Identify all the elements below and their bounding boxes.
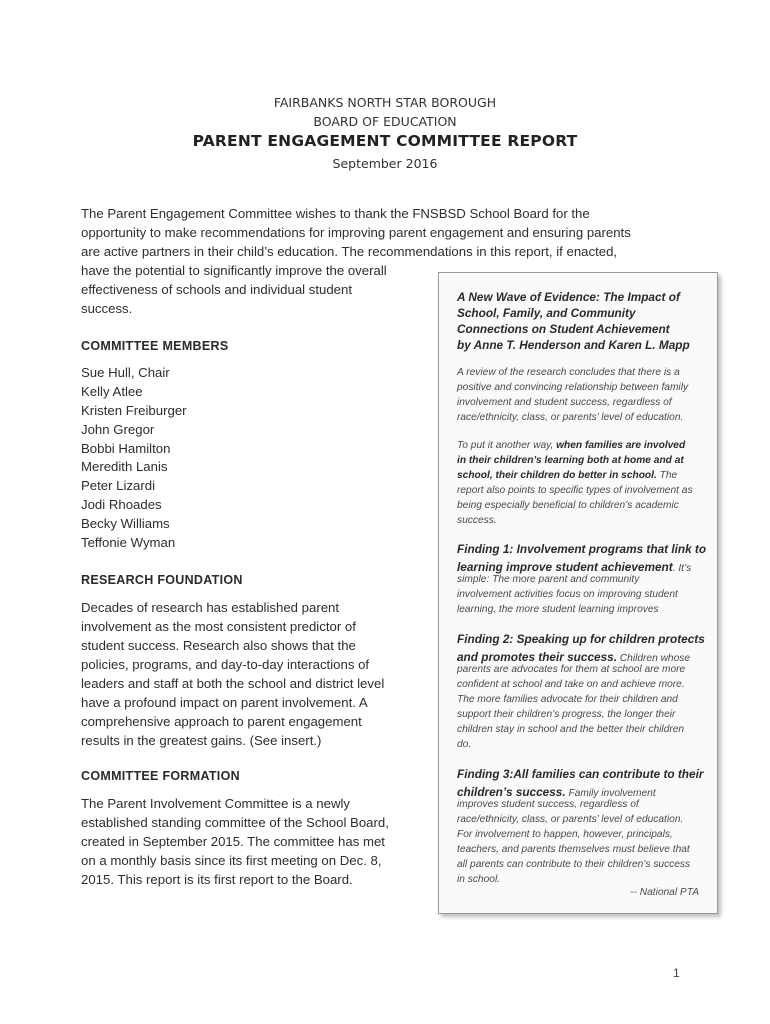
- research-line: have a profound impact on parent involvement. A: [81, 695, 368, 710]
- finding3-line: all parents can contribute to their children’s success: [457, 859, 691, 870]
- intro-line: have the potential to significantly improve the overall: [81, 263, 387, 278]
- insert-title-line: School, Family, and Community: [457, 306, 636, 320]
- finding3-line: For involvement to happen, however, principals,: [457, 829, 673, 840]
- org-name: FAIRBANKS NORTH STAR BOROUGH: [273, 95, 497, 110]
- research-line: involvement as the most consistent predictor of: [81, 619, 356, 634]
- finding2-line: confident at school and take on and achieve more.: [457, 679, 685, 690]
- put-it-line: in their children’s learning both at home and at: [457, 455, 684, 466]
- finding3-line: in school.: [457, 874, 501, 885]
- formation-line: 2015. This report is its first report to the Board.: [81, 872, 353, 887]
- finding3-plain: Family involvement: [565, 788, 656, 799]
- finding3-line: race/ethnicity, class, or parents’ level of education.: [457, 814, 684, 825]
- committee-members-heading: COMMITTEE MEMBERS: [81, 339, 229, 353]
- finding2-line: support their children’s progress, the longer their: [457, 709, 676, 720]
- finding3-heading: Finding 3:All families can contribute to their: [457, 767, 704, 781]
- finding1-heading: Finding 1: Involvement programs that link to: [457, 542, 707, 556]
- research-line: student success. Research also shows that the: [81, 638, 356, 653]
- formation-line: on a monthly basis since its first meeting on Dec. 8,: [81, 853, 382, 868]
- put-it-bold: when families are involved: [556, 440, 686, 451]
- member-name: John Gregor: [81, 422, 155, 437]
- formation-line: created in September 2015. The committee has met: [81, 834, 385, 849]
- finding1-line: simple: The more parent and community: [457, 574, 640, 585]
- insert-title-line: Connections on Student Achievement: [457, 322, 670, 336]
- member-name: Teffonie Wyman: [81, 535, 176, 550]
- put-it-line: report also points to specific types of involvement as: [457, 485, 693, 496]
- member-name: Becky Williams: [81, 516, 170, 531]
- research-line: results in the greatest gains. (See insert.): [81, 733, 322, 748]
- put-it-line: [457, 470, 677, 481]
- finding3-line: teachers, and parents themselves must believe that: [457, 844, 690, 855]
- finding3-line: improves student success, regardless of: [457, 799, 639, 810]
- member-name: Meredith Lanis: [81, 459, 168, 474]
- finding2-line: parents are advocates for them at school are more: [457, 664, 686, 675]
- review-line: A review of the research concludes that there is a: [457, 367, 680, 378]
- member-name: Jodi Rhoades: [81, 497, 162, 512]
- finding2-line: children stay in school and the better their children: [457, 724, 685, 735]
- finding1-bold: learning improve student achievement: [457, 560, 673, 574]
- research-line: Decades of research has established parent: [81, 600, 340, 615]
- finding3-bold: children’s success.: [457, 785, 566, 799]
- finding2-line: The more families advocate for their children and: [457, 694, 678, 705]
- report-title: PARENT ENGAGEMENT COMMITTEE REPORT: [192, 132, 578, 150]
- intro-line: The Parent Engagement Committee wishes to thank the FNSBSD School Board for the: [81, 206, 590, 221]
- put-it-line: being especially beneficial to children’s academic: [457, 500, 679, 511]
- finding2-heading: Finding 2: Speaking up for children protects: [457, 632, 705, 646]
- finding1-plain: . It’s: [672, 563, 692, 574]
- research-insert-box: [438, 272, 718, 914]
- insert-title-line: by Anne T. Henderson and Karen L. Mapp: [457, 338, 690, 352]
- member-name: Kristen Freiburger: [81, 403, 187, 418]
- review-line: involvement and student success, regardless of: [457, 397, 672, 408]
- put-it-plain: The: [656, 470, 678, 481]
- attribution: -- National PTA: [630, 887, 699, 898]
- member-name: Bobbi Hamilton: [81, 441, 171, 456]
- finding1-line: learning, the more student learning improves: [457, 604, 659, 615]
- member-name: Kelly Atlee: [81, 384, 143, 399]
- intro-line: opportunity to make recommendations for improving parent engagement and ensuring parents: [81, 225, 631, 240]
- report-date: September 2016: [332, 156, 438, 171]
- formation-line: The Parent Involvement Committee is a newly: [81, 796, 350, 811]
- member-name: Peter Lizardi: [81, 478, 156, 493]
- insert-title-line: A New Wave of Evidence: The Impact of: [457, 290, 680, 304]
- intro-line: success.: [81, 301, 133, 316]
- formation-line: established standing committee of the School Board,: [81, 815, 389, 830]
- research-line: policies, programs, and day-to-day interactions of: [81, 657, 370, 672]
- put-it-line: success.: [457, 515, 497, 526]
- intro-line: are active partners in their child’s education. The recommendations in this report, if enacted,: [81, 244, 618, 259]
- research-foundation-heading: RESEARCH FOUNDATION: [81, 573, 243, 587]
- member-name: Sue Hull, Chair: [81, 365, 170, 380]
- put-it-line: [457, 440, 685, 451]
- finding1-line: involvement activities focus on improving student: [457, 589, 678, 600]
- finding2-plain: Children whose: [616, 653, 691, 664]
- review-line: race/ethnicity, class, or parents’ level of education.: [457, 412, 684, 423]
- committee-formation-heading: COMMITTEE FORMATION: [81, 769, 240, 783]
- put-it-bold: school, their children do better in school.: [457, 470, 657, 481]
- research-line: leaders and staff at both the school and district level: [81, 676, 385, 691]
- put-it-plain: To put it another way,: [457, 440, 557, 451]
- finding2-bold: and promotes their success.: [457, 650, 617, 664]
- finding2-line: do.: [457, 739, 472, 750]
- review-line: positive and convincing relationship between family: [457, 382, 689, 393]
- intro-line: effectiveness of schools and individual student: [81, 282, 353, 297]
- page-number: 1: [673, 966, 680, 980]
- board-name: BOARD OF EDUCATION: [313, 114, 457, 129]
- research-line: comprehensive approach to parent engagement: [81, 714, 362, 729]
